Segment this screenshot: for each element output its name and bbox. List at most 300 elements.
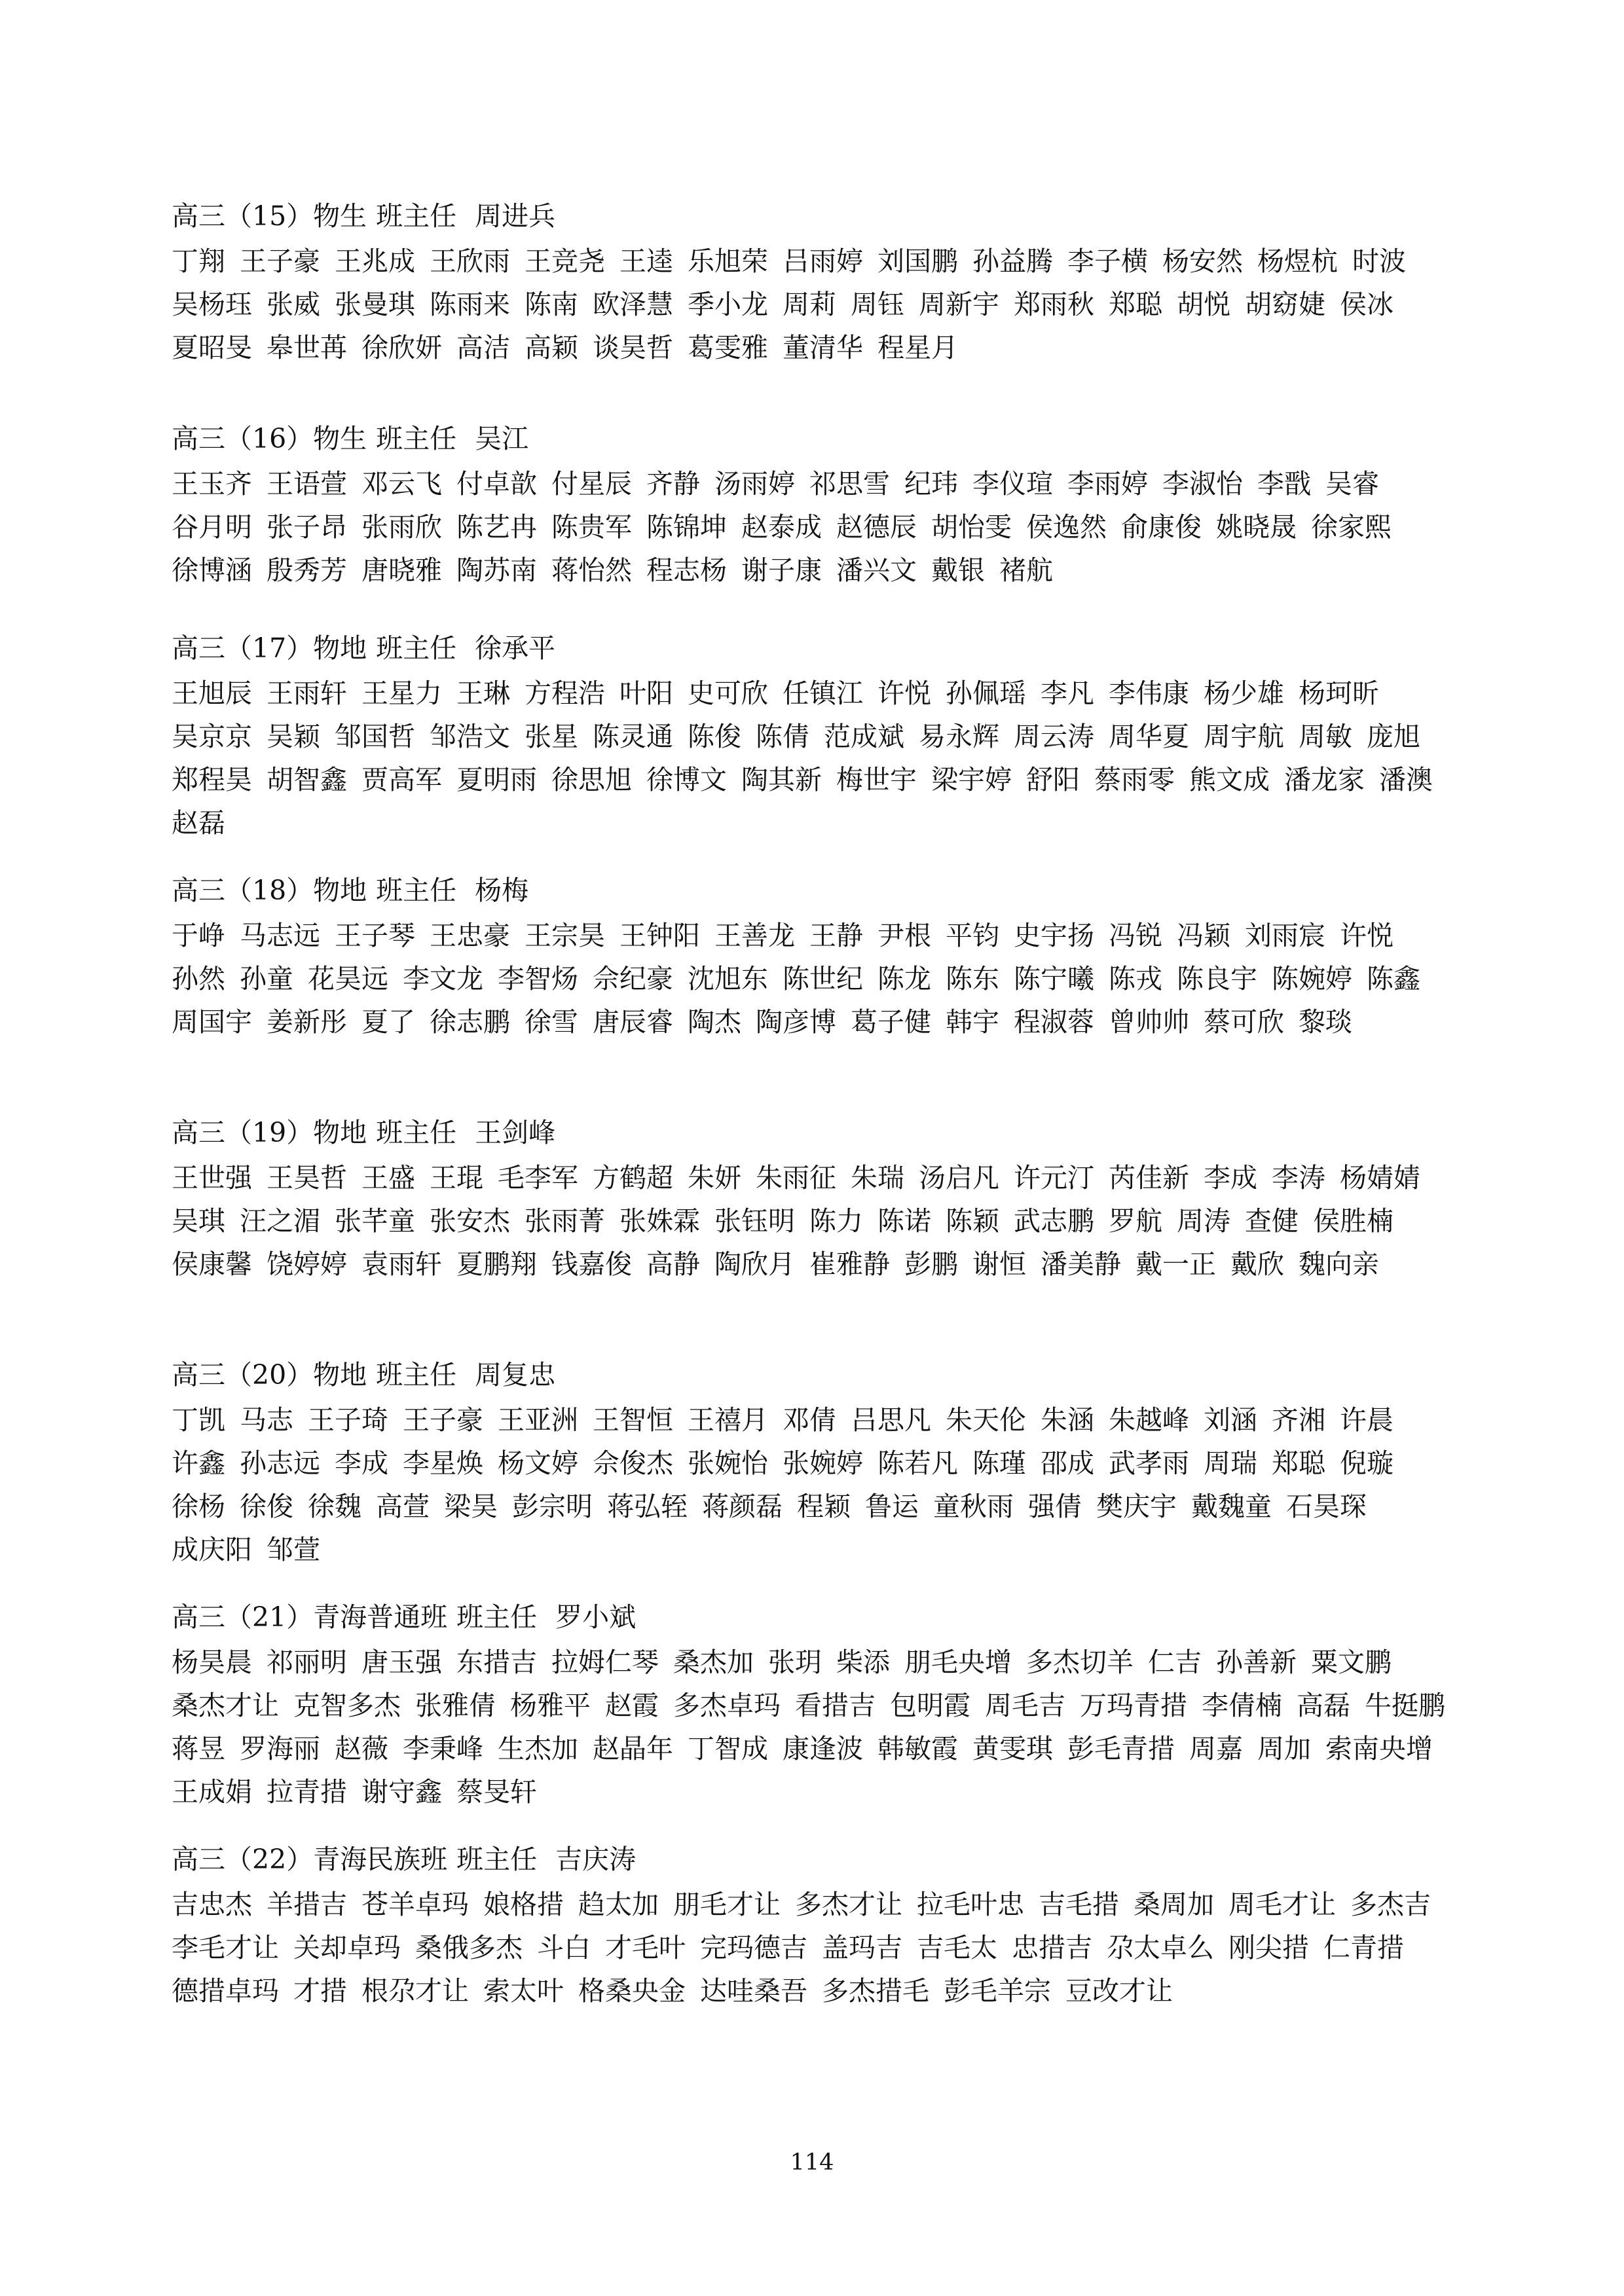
student-name: 蒋昱	[172, 1733, 225, 1764]
student-name: 陈艺冉	[456, 511, 537, 543]
student-name: 张玥	[768, 1647, 822, 1678]
student-name: 周瑞	[1204, 1448, 1257, 1479]
student-name: 芮佳新	[1109, 1162, 1189, 1194]
student-names	[172, 1156, 1468, 1286]
student-name: 王钟阳	[619, 920, 700, 951]
student-name: 郑聪	[1272, 1448, 1325, 1479]
student-name: 徐雪	[525, 1006, 578, 1038]
student-name: 徐思旭	[551, 764, 632, 795]
student-name: 李毛才让	[172, 1932, 279, 1963]
student-name: 吴颖	[267, 721, 320, 752]
class-header	[172, 871, 1468, 914]
student-name: 邓倩	[783, 1404, 836, 1436]
student-name: 拉姆仁琴	[551, 1647, 659, 1678]
student-name: 王琨	[430, 1162, 483, 1194]
student-name: 李智炀	[498, 963, 578, 994]
student-name: 潘澳	[1379, 764, 1433, 795]
student-name: 陶彦博	[756, 1006, 836, 1038]
student-name: 齐湘	[1272, 1404, 1325, 1436]
student-name: 周敏	[1299, 721, 1352, 752]
student-name: 王世强	[172, 1162, 252, 1194]
student-name: 朋毛央增	[904, 1647, 1012, 1678]
student-name: 李成	[1204, 1162, 1257, 1194]
student-name: 王子豪	[403, 1404, 483, 1436]
class-header	[172, 1840, 1468, 1883]
student-name: 达哇桑吾	[700, 1975, 807, 2007]
student-name: 石昊琛	[1286, 1491, 1367, 1522]
student-name: 徐家熙	[1311, 511, 1392, 543]
student-name: 崔雅静	[809, 1248, 890, 1280]
teacher-name: 吴江	[475, 423, 529, 454]
student-name: 王逵	[619, 246, 673, 277]
student-name: 尹根	[877, 920, 931, 951]
student-name: 陈倩	[756, 721, 809, 752]
student-name: 多杰措毛	[822, 1975, 929, 2007]
student-name: 祁丽明	[267, 1647, 347, 1678]
student-name: 戴一正	[1135, 1248, 1216, 1280]
student-name: 王星力	[361, 678, 442, 709]
student-name: 季小龙	[688, 289, 768, 320]
teacher-label: 班主任	[376, 1359, 457, 1391]
student-name: 朱越峰	[1109, 1404, 1189, 1436]
student-name: 生杰加	[498, 1733, 578, 1764]
student-name: 才措	[293, 1975, 347, 2007]
student-name: 赵薇	[335, 1733, 388, 1764]
student-name: 王亚洲	[498, 1404, 578, 1436]
student-name: 张雨菁	[525, 1205, 605, 1237]
student-name: 陈力	[809, 1205, 863, 1237]
student-name: 张雅倩	[415, 1690, 496, 1721]
student-name: 夏了	[361, 1006, 415, 1038]
student-name: 彭毛青措	[1067, 1733, 1175, 1764]
student-name: 史宇扬	[1014, 920, 1094, 951]
student-name: 刘雨宸	[1245, 920, 1325, 951]
student-name: 胡智鑫	[267, 764, 347, 795]
student-name: 陈灵通	[593, 721, 673, 752]
class-name: 高三（20）物地	[172, 1359, 367, 1391]
student-name: 曾帅帅	[1109, 1006, 1189, 1038]
student-name: 刘涵	[1204, 1404, 1257, 1436]
student-name: 王兆成	[335, 246, 415, 277]
student-name: 罗海丽	[240, 1733, 320, 1764]
student-name: 倪璇	[1340, 1448, 1393, 1479]
student-name: 王旭辰	[172, 678, 252, 709]
student-name: 陶其新	[741, 764, 822, 795]
student-name: 郑聪	[1109, 289, 1162, 320]
student-name: 朱瑞	[851, 1162, 904, 1194]
student-name: 潘兴文	[836, 555, 917, 586]
student-name: 陈良宇	[1177, 963, 1257, 994]
student-name: 徐俊	[240, 1491, 293, 1522]
student-name: 彭鹏	[904, 1248, 958, 1280]
student-name: 欧泽慧	[593, 289, 673, 320]
student-name: 朱涵	[1041, 1404, 1094, 1436]
student-name: 王雨轩	[267, 678, 347, 709]
student-name: 赵磊	[172, 807, 225, 839]
student-name: 张姝霖	[619, 1205, 700, 1237]
student-name: 孙佩瑶	[946, 678, 1026, 709]
student-name: 唐玉强	[361, 1647, 442, 1678]
student-name: 李子横	[1067, 246, 1148, 277]
student-name: 陈东	[946, 963, 999, 994]
student-name: 王竞尧	[525, 246, 605, 277]
student-name: 蔡旻轩	[456, 1776, 537, 1808]
student-name: 梁宇婷	[931, 764, 1012, 795]
student-name: 侯胜楠	[1313, 1205, 1393, 1237]
student-name: 丁凯	[172, 1404, 225, 1436]
student-name: 郑程昊	[172, 764, 252, 795]
teacher-name: 周进兵	[475, 200, 556, 232]
student-name: 王子琴	[335, 920, 415, 951]
student-name: 张星	[525, 721, 578, 752]
student-name: 王智恒	[593, 1404, 673, 1436]
student-name: 杨煜杭	[1257, 246, 1338, 277]
student-name: 赵晶年	[593, 1733, 673, 1764]
student-name: 黎琰	[1299, 1006, 1352, 1038]
student-name: 鲁运	[865, 1491, 919, 1522]
student-name: 吕思凡	[851, 1404, 931, 1436]
student-name: 佘俊杰	[593, 1448, 673, 1479]
student-name: 高磊	[1297, 1690, 1350, 1721]
student-name: 陈鑫	[1367, 963, 1420, 994]
student-name: 谷月明	[172, 511, 252, 543]
student-name: 吕雨婷	[783, 246, 863, 277]
class-name: 高三（15）物生	[172, 200, 367, 232]
student-name: 陈俊	[688, 721, 741, 752]
student-name: 盖玛吉	[822, 1932, 902, 1963]
student-name: 李涛	[1272, 1162, 1325, 1194]
student-name: 侯冰	[1340, 289, 1393, 320]
student-name: 唐辰睿	[593, 1006, 673, 1038]
student-name: 李戬	[1257, 468, 1311, 500]
student-name: 李秉峰	[403, 1733, 483, 1764]
student-name: 蔡雨零	[1094, 764, 1175, 795]
student-name: 王子琦	[308, 1404, 388, 1436]
student-name: 王成娟	[172, 1776, 252, 1808]
student-name: 杨安然	[1162, 246, 1243, 277]
student-name: 童秋雨	[933, 1491, 1014, 1522]
class-name: 高三（22）青海民族班	[172, 1844, 448, 1875]
student-name: 吴琪	[172, 1205, 225, 1237]
student-name: 王昊哲	[267, 1162, 347, 1194]
student-name: 吉毛太	[917, 1932, 997, 1963]
student-name: 蒋颜磊	[702, 1491, 783, 1522]
teacher-label: 班主任	[376, 632, 457, 664]
class-section	[172, 196, 1468, 369]
student-name: 许晨	[1340, 1404, 1393, 1436]
student-name: 胡怡雯	[931, 511, 1012, 543]
student-name: 桑俄多杰	[415, 1932, 523, 1963]
student-name: 王禧月	[688, 1404, 768, 1436]
student-name: 陶杰	[688, 1006, 741, 1038]
student-name: 樊庆宇	[1096, 1491, 1177, 1522]
student-name: 罗航	[1109, 1205, 1162, 1237]
student-name: 徐杨	[172, 1491, 225, 1522]
student-name: 程星月	[877, 332, 958, 363]
student-name: 孙童	[240, 963, 293, 994]
student-name: 桑周加	[1134, 1889, 1214, 1920]
student-name: 叶阳	[619, 678, 673, 709]
student-name: 尕太卓么	[1107, 1932, 1214, 1963]
student-name: 陈龙	[877, 963, 931, 994]
student-name: 丁翔	[172, 246, 225, 277]
student-name: 钱嘉俊	[551, 1248, 632, 1280]
student-name: 拉青措	[267, 1776, 347, 1808]
student-name: 徐博文	[646, 764, 727, 795]
student-name: 谢子康	[741, 555, 822, 586]
student-name: 吉忠杰	[172, 1889, 252, 1920]
student-name: 朋毛才让	[673, 1889, 781, 1920]
student-name: 高颖	[525, 332, 578, 363]
student-name: 根尕才让	[361, 1975, 469, 2007]
student-name: 梅世宇	[836, 764, 917, 795]
student-name: 蒋怡然	[551, 555, 632, 586]
student-name: 李星焕	[403, 1448, 483, 1479]
student-name: 乐旭荣	[688, 246, 768, 277]
student-name: 成庆阳	[172, 1534, 252, 1565]
student-names	[172, 240, 1468, 369]
student-name: 齐静	[646, 468, 700, 500]
student-name: 平钧	[946, 920, 999, 951]
student-name: 殷秀芳	[267, 555, 347, 586]
student-name: 王盛	[361, 1162, 415, 1194]
student-name: 李雨婷	[1067, 468, 1148, 500]
student-name: 董清华	[783, 332, 863, 363]
student-name: 李成	[335, 1448, 388, 1479]
student-name: 孙益腾	[972, 246, 1053, 277]
student-name: 饶婷婷	[267, 1248, 347, 1280]
student-name: 杨少雄	[1204, 678, 1284, 709]
class-header	[172, 1597, 1468, 1641]
student-name: 戴欣	[1230, 1248, 1284, 1280]
student-name: 周涛	[1177, 1205, 1230, 1237]
student-name: 徐欣妍	[361, 332, 442, 363]
student-name: 杨昊晨	[172, 1647, 252, 1678]
student-name: 张安杰	[430, 1205, 510, 1237]
class-section	[172, 1840, 1468, 2013]
student-name: 陈若凡	[877, 1448, 958, 1479]
class-header	[172, 1113, 1468, 1156]
student-name: 易永辉	[919, 721, 999, 752]
student-name: 庞旭	[1367, 721, 1420, 752]
student-name: 时波	[1352, 246, 1406, 277]
student-name: 康逢波	[783, 1733, 863, 1764]
student-name: 潘龙家	[1284, 764, 1365, 795]
student-name: 多杰吉	[1350, 1889, 1431, 1920]
class-name: 高三（17）物地	[172, 632, 367, 664]
student-name: 邹国哲	[335, 721, 415, 752]
student-name: 周新宇	[919, 289, 999, 320]
student-name: 陈世纪	[783, 963, 863, 994]
student-name: 陈戎	[1109, 963, 1162, 994]
teacher-label: 班主任	[376, 423, 457, 454]
student-name: 范成斌	[824, 721, 904, 752]
teacher-name: 罗小斌	[555, 1601, 637, 1633]
student-name: 许元汀	[1014, 1162, 1094, 1194]
student-name: 吴京京	[172, 721, 252, 752]
class-section	[172, 419, 1468, 592]
student-names	[172, 462, 1468, 592]
student-name: 方程浩	[525, 678, 605, 709]
student-name: 张曼琪	[335, 289, 415, 320]
student-name: 陈颖	[946, 1205, 999, 1237]
student-name: 佘纪豪	[593, 963, 673, 994]
student-name: 纪玮	[904, 468, 958, 500]
student-name: 夏明雨	[456, 764, 537, 795]
student-name: 柴添	[836, 1647, 890, 1678]
student-name: 武孝雨	[1109, 1448, 1189, 1479]
student-name: 侯逸然	[1026, 511, 1107, 543]
class-header	[172, 629, 1468, 672]
student-name: 娘格措	[483, 1889, 564, 1920]
student-name: 高萱	[376, 1491, 430, 1522]
student-name: 戴银	[931, 555, 985, 586]
student-name: 桑杰才让	[172, 1690, 279, 1721]
student-name: 陈宁曦	[1014, 963, 1094, 994]
class-section	[172, 629, 1468, 845]
student-name: 周加	[1257, 1733, 1311, 1764]
student-names	[172, 1398, 1468, 1571]
student-name: 徐魏	[308, 1491, 361, 1522]
student-name: 舒阳	[1026, 764, 1080, 795]
teacher-label: 班主任	[376, 200, 457, 232]
student-name: 徐博涵	[172, 555, 252, 586]
student-name: 豆改才让	[1065, 1975, 1173, 2007]
student-name: 姜新彤	[267, 1006, 347, 1038]
student-name: 赵德辰	[836, 511, 917, 543]
student-name: 史可欣	[688, 678, 768, 709]
student-name: 德措卓玛	[172, 1975, 279, 2007]
student-name: 桑杰加	[673, 1647, 754, 1678]
student-name: 张婉怡	[688, 1448, 768, 1479]
student-name: 周云涛	[1014, 721, 1094, 752]
student-name: 仁吉	[1148, 1647, 1202, 1678]
student-name: 完玛德吉	[700, 1932, 807, 1963]
student-name: 牛挺鹏	[1365, 1690, 1445, 1721]
student-names	[172, 914, 1468, 1044]
student-name: 杨珂昕	[1299, 678, 1379, 709]
student-name: 韩宇	[946, 1006, 999, 1038]
student-name: 多杰切羊	[1026, 1647, 1134, 1678]
student-name: 于峥	[172, 920, 225, 951]
student-name: 蒋弘轾	[607, 1491, 688, 1522]
student-name: 忠措吉	[1012, 1932, 1092, 1963]
student-name: 张子昂	[267, 511, 347, 543]
student-name: 杨文婷	[498, 1448, 578, 1479]
student-name: 武志鹏	[1014, 1205, 1094, 1237]
student-name: 许鑫	[172, 1448, 225, 1479]
student-name: 许悦	[1340, 920, 1393, 951]
student-name: 谈昊哲	[593, 332, 673, 363]
student-name: 孙善新	[1216, 1647, 1297, 1678]
student-name: 邹浩文	[430, 721, 510, 752]
student-name: 李凡	[1041, 678, 1094, 709]
student-name: 包明霞	[890, 1690, 970, 1721]
student-name: 徐志鹏	[430, 1006, 510, 1038]
student-name: 谢恒	[972, 1248, 1026, 1280]
student-name: 陶苏南	[456, 555, 537, 586]
student-name: 周钰	[851, 289, 904, 320]
student-name: 黄雯琪	[972, 1733, 1053, 1764]
student-name: 汤雨婷	[714, 468, 795, 500]
student-name: 花昊远	[308, 963, 388, 994]
student-name: 关却卓玛	[293, 1932, 401, 1963]
student-name: 赵泰成	[741, 511, 822, 543]
student-name: 刚尖措	[1228, 1932, 1309, 1963]
student-name: 王语萱	[267, 468, 347, 500]
student-name: 王琳	[456, 678, 510, 709]
student-name: 陶欣月	[714, 1248, 795, 1280]
student-name: 许悦	[877, 678, 931, 709]
student-names	[172, 672, 1468, 845]
student-name: 梁昊	[444, 1491, 498, 1522]
student-name: 丁智成	[688, 1733, 768, 1764]
class-header	[172, 196, 1468, 240]
class-section	[172, 1113, 1468, 1286]
student-name: 谢守鑫	[361, 1776, 442, 1808]
class-name: 高三（16）物生	[172, 423, 367, 454]
student-name: 潘美静	[1041, 1248, 1121, 1280]
teacher-label: 班主任	[376, 1117, 457, 1148]
student-name: 魏向亲	[1299, 1248, 1379, 1280]
student-name: 沈旭东	[688, 963, 768, 994]
student-name: 程淑蓉	[1014, 1006, 1094, 1038]
teacher-label: 班主任	[376, 875, 457, 906]
student-name: 邹萱	[267, 1534, 320, 1565]
student-name: 王静	[809, 920, 863, 951]
student-name: 夏鹏翔	[456, 1248, 537, 1280]
student-name: 粟文鹏	[1311, 1647, 1392, 1678]
student-name: 趋太加	[578, 1889, 659, 1920]
teacher-name: 王剑峰	[475, 1117, 556, 1148]
student-name: 邵成	[1041, 1448, 1094, 1479]
class-header	[172, 1355, 1468, 1398]
teacher-label: 班主任	[456, 1601, 538, 1633]
student-name: 胡窈婕	[1245, 289, 1325, 320]
student-names	[172, 1641, 1468, 1813]
student-name: 克智多杰	[293, 1690, 401, 1721]
student-name: 朱妍	[688, 1162, 741, 1194]
student-name: 周毛才让	[1228, 1889, 1336, 1920]
class-header	[172, 419, 1468, 462]
student-name: 陈锦坤	[646, 511, 727, 543]
student-name: 周嘉	[1189, 1733, 1243, 1764]
student-name: 熊文成	[1189, 764, 1270, 795]
student-name: 程志杨	[646, 555, 727, 586]
student-name: 东措吉	[456, 1647, 537, 1678]
student-name: 查健	[1245, 1205, 1299, 1237]
class-section	[172, 1597, 1468, 1813]
student-name: 王子豪	[240, 246, 320, 277]
teacher-name: 吉庆涛	[555, 1844, 637, 1875]
student-name: 马志远	[240, 920, 320, 951]
student-name: 周毛吉	[985, 1690, 1065, 1721]
student-name: 李仪瑄	[972, 468, 1053, 500]
student-name: 葛子健	[851, 1006, 931, 1038]
class-name: 高三（21）青海普通班	[172, 1601, 448, 1633]
student-name: 彭宗明	[512, 1491, 593, 1522]
student-name: 万玛青措	[1080, 1690, 1187, 1721]
student-name: 唐晓雅	[361, 555, 442, 586]
student-name: 李伟康	[1109, 678, 1189, 709]
student-name: 祁思雪	[809, 468, 890, 500]
student-name: 周宇航	[1204, 721, 1284, 752]
student-name: 索太叶	[483, 1975, 564, 2007]
student-name: 周莉	[783, 289, 836, 320]
student-name: 周国宇	[172, 1006, 252, 1038]
class-name: 高三（19）物地	[172, 1117, 367, 1148]
student-name: 吴杨珏	[172, 289, 252, 320]
